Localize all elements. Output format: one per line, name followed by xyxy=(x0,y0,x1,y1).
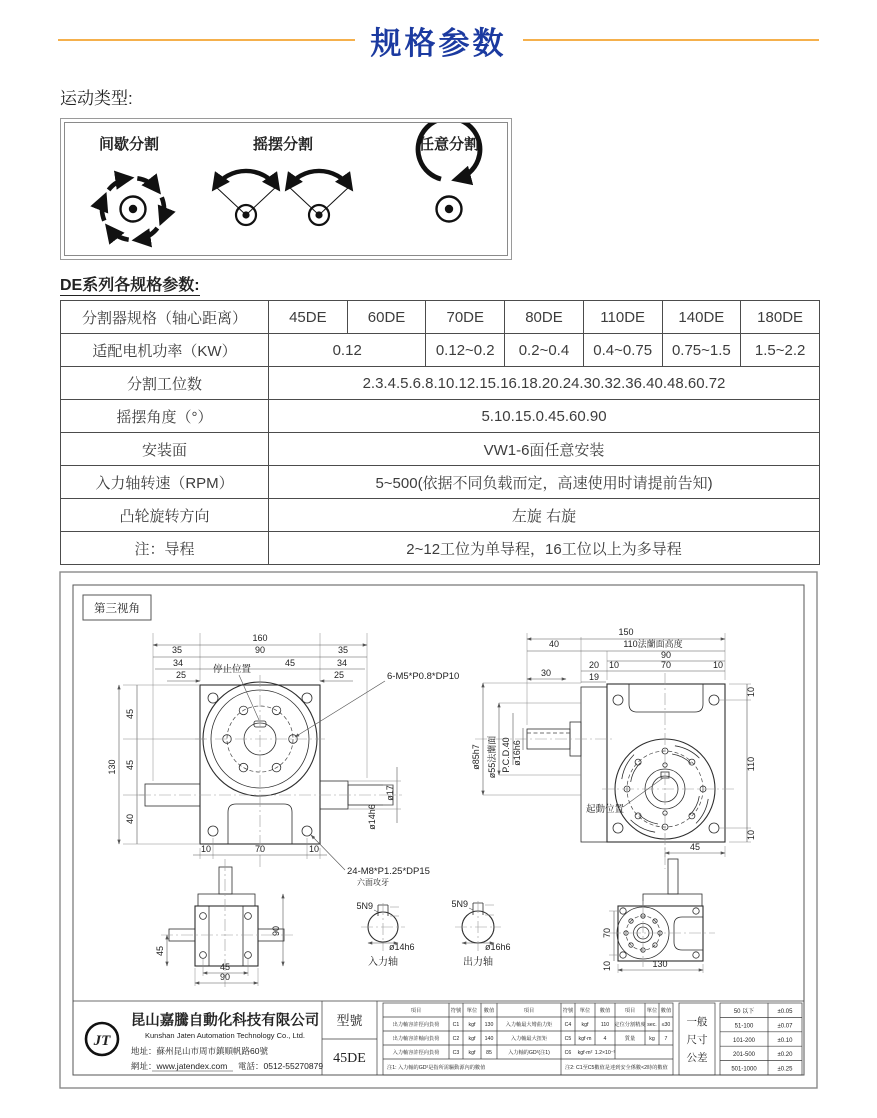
dim-label: 45 xyxy=(284,658,296,668)
technical-drawing xyxy=(57,569,877,1091)
svg-text:±0.07: ±0.07 xyxy=(777,1023,793,1030)
dim-label: 10 xyxy=(712,660,724,670)
view-angle-label: 第三视角 xyxy=(94,603,140,615)
table-row xyxy=(61,433,820,466)
table-note: 注2: C1至C5數值是達到安全係數<2時的數值 xyxy=(565,1065,668,1071)
svg-text:130: 130 xyxy=(484,1022,494,1028)
dim-label: 10 xyxy=(746,686,756,698)
model-cell: 180DE xyxy=(741,301,820,334)
dim-label: 35 xyxy=(171,645,183,655)
model-cell: 140DE xyxy=(662,301,741,334)
model-cell: 45DE xyxy=(269,301,348,334)
page-header xyxy=(58,20,819,60)
svg-text:140: 140 xyxy=(484,1036,494,1042)
front-view xyxy=(107,633,459,887)
table-row xyxy=(61,499,820,532)
svg-text:單位: 單位 xyxy=(646,1008,658,1014)
dim-label: 35 xyxy=(337,645,349,655)
svg-text:kgf: kgf xyxy=(468,1036,476,1042)
value-cell: 5~500(依据不同负载而定，高速使用时请提前告知) xyxy=(269,466,820,499)
motion-type-box xyxy=(60,118,512,260)
row-label: 分割工位数 xyxy=(61,367,269,400)
svg-text:數值: 數值 xyxy=(660,1008,672,1014)
company-name-cn: 昆山嘉騰自動化科技有限公司 xyxy=(130,1013,320,1029)
dim-label: 90 xyxy=(219,972,231,982)
model-cell: 70DE xyxy=(426,301,505,334)
svg-text:kg: kg xyxy=(649,1036,655,1042)
company-logo xyxy=(86,1023,118,1055)
svg-text:85: 85 xyxy=(486,1050,492,1056)
svg-text:數值: 數值 xyxy=(599,1008,611,1014)
svg-text:定位分割精度: 定位分割精度 xyxy=(614,1022,646,1028)
value-cell: 左旋 右旋 xyxy=(269,499,820,532)
dim-label: 45 xyxy=(219,962,231,972)
svg-text:入力軸的GD²(注1): 入力軸的GD²(注1) xyxy=(508,1050,550,1056)
company-name-en: Kunshan Jaten Automation Technology Co., Ltd. xyxy=(145,1031,305,1040)
svg-text:C2: C2 xyxy=(452,1036,460,1042)
svg-text:sec.: sec. xyxy=(647,1022,657,1028)
dim-label: 20 xyxy=(588,660,600,670)
dim-label: ø17 xyxy=(385,785,395,801)
svg-text:201-500: 201-500 xyxy=(732,1052,756,1059)
dim-label: 10 xyxy=(308,844,320,854)
motion-type-label: 任意分割 xyxy=(418,136,480,153)
input-shaft-label: 入力轴 xyxy=(368,957,398,968)
svg-text:±0.25: ±0.25 xyxy=(777,1066,793,1073)
svg-text:C3: C3 xyxy=(452,1050,460,1056)
svg-text:±0.20: ±0.20 xyxy=(777,1052,793,1059)
svg-text:符號: 符號 xyxy=(562,1008,574,1014)
model-cell: 80DE xyxy=(505,301,584,334)
row-label: 摇摆角度（°） xyxy=(61,400,269,433)
key-spec-label: 5N9 xyxy=(356,901,373,911)
svg-text:C6: C6 xyxy=(564,1050,572,1056)
value-cell: 2~12工位为单导程，16工位以上为多导程 xyxy=(269,532,820,565)
dim-label: 45 xyxy=(155,945,165,957)
dim-label: 70 xyxy=(254,844,266,854)
svg-text:單位: 單位 xyxy=(466,1008,478,1014)
motion-diagrams xyxy=(65,123,509,255)
header-rule-right xyxy=(523,39,820,41)
side-view xyxy=(471,627,756,869)
row-label: 注：导程 xyxy=(61,532,269,565)
thread-callout: 6-M5*P0.8*DP10 xyxy=(387,671,460,682)
value-cell: 0.12 xyxy=(269,334,426,367)
dim-label: 70 xyxy=(660,660,672,670)
value-cell: 0.2~0.4 xyxy=(505,334,584,367)
dim-label: 45 xyxy=(689,842,701,852)
diameter-label: ø14h6 xyxy=(389,942,415,952)
svg-text:C5: C5 xyxy=(564,1036,572,1042)
row-label: 安装面 xyxy=(61,433,269,466)
svg-text:項目: 項目 xyxy=(523,1008,535,1014)
svg-text:501-1000: 501-1000 xyxy=(731,1066,757,1073)
svg-text:7: 7 xyxy=(664,1036,668,1042)
svg-text:51-100: 51-100 xyxy=(734,1023,754,1030)
svg-text:4: 4 xyxy=(603,1036,607,1042)
page-title: 规格参数 xyxy=(370,25,507,61)
value-cell: 1.5~2.2 xyxy=(741,334,820,367)
motion-heading: 运动类型: xyxy=(60,89,133,108)
diameter-label: ø16h6 xyxy=(485,942,511,952)
motion-type-label: 摇摆分割 xyxy=(252,136,314,153)
input-shaft-section xyxy=(356,901,414,968)
svg-text:kgf: kgf xyxy=(468,1050,476,1056)
bottom-view xyxy=(155,859,293,987)
svg-text:符號: 符號 xyxy=(450,1008,462,1014)
dim-label: 10 xyxy=(200,844,212,854)
dim-label: 130 xyxy=(107,759,117,775)
svg-text:kgf·m²: kgf·m² xyxy=(577,1050,593,1056)
intermittent-division-icon xyxy=(102,178,164,239)
oscillating-division-icon xyxy=(215,171,350,225)
svg-text:JT: JT xyxy=(93,1033,111,1049)
value-cell: 0.4~0.75 xyxy=(583,334,662,367)
svg-text:≤30: ≤30 xyxy=(661,1022,671,1028)
svg-text:110: 110 xyxy=(600,1022,610,1028)
dim-label: 90 xyxy=(660,650,672,660)
table-row xyxy=(61,367,820,400)
svg-text:入力軸容許徑向負荷: 入力軸容許徑向負荷 xyxy=(392,1050,440,1056)
general-tolerance-box xyxy=(679,1003,715,1075)
svg-text:一般: 一般 xyxy=(686,1016,708,1028)
dim-label: 90 xyxy=(271,925,281,937)
svg-text:kgf: kgf xyxy=(468,1022,476,1028)
title-block xyxy=(73,1001,804,1075)
dim-label: P.C.D.40 xyxy=(501,737,511,773)
bottom-right-view xyxy=(602,859,715,973)
de-series-spec-table xyxy=(60,300,820,565)
svg-text:C4: C4 xyxy=(564,1022,572,1028)
value-cell: 0.12~0.2 xyxy=(426,334,505,367)
svg-text:kgf·m: kgf·m xyxy=(578,1036,592,1042)
svg-text:50 以下: 50 以下 xyxy=(733,1009,755,1015)
output-shaft-label: 出力轴 xyxy=(463,957,493,968)
dim-label: 10 xyxy=(746,829,756,841)
start-position-label: 起動位置 xyxy=(585,804,625,815)
svg-text:項目: 項目 xyxy=(624,1008,636,1014)
value-cell: 0.75~1.5 xyxy=(662,334,741,367)
dim-label: ø85h7 xyxy=(471,744,481,770)
model-value: 45DE xyxy=(333,1051,366,1066)
row-label: 适配电机功率（KW） xyxy=(61,334,269,367)
row-label: 凸轮旋转方向 xyxy=(61,499,269,532)
dim-label: 25 xyxy=(333,670,345,680)
dim-label: ø55法蘭面 xyxy=(487,735,497,779)
table-row xyxy=(61,400,820,433)
table-row xyxy=(61,301,820,334)
dim-label: 25 xyxy=(175,670,187,680)
row-label: 入力轴转速（RPM） xyxy=(61,466,269,499)
model-cell: 110DE xyxy=(583,301,662,334)
model-label: 型號 xyxy=(336,1013,363,1028)
svg-text:C1: C1 xyxy=(452,1022,460,1028)
dim-label: 160 xyxy=(252,633,268,643)
table-row xyxy=(61,334,820,367)
row-label: 分割器规格（轴心距离） xyxy=(61,301,269,334)
dim-label: 40 xyxy=(125,813,135,825)
svg-text:質量: 質量 xyxy=(624,1036,636,1042)
svg-text:±0.10: ±0.10 xyxy=(777,1037,793,1044)
stop-position-label: 停止位置 xyxy=(212,664,252,675)
dim-label: ø14h6 xyxy=(367,804,377,830)
output-shaft-section xyxy=(451,899,510,968)
svg-text:出力軸容許徑向負荷: 出力軸容許徑向負荷 xyxy=(392,1022,440,1028)
load-parameter-table xyxy=(383,1003,673,1075)
dim-label: 110 xyxy=(746,756,756,772)
dim-label: 40 xyxy=(548,639,560,649)
dim-label: 110法蘭面高度 xyxy=(623,639,683,649)
model-cell: 60DE xyxy=(347,301,426,334)
svg-text:入力軸最大扭矩: 入力軸最大扭矩 xyxy=(510,1036,548,1042)
motion-type-label: 间歇分割 xyxy=(98,136,160,153)
company-website: 網址：www.jatendex.com xyxy=(131,1061,228,1071)
svg-text:101-200: 101-200 xyxy=(732,1037,756,1044)
svg-text:數值: 數值 xyxy=(483,1008,495,1014)
dim-label: 30 xyxy=(540,668,552,678)
company-phone: 電話：0512-55270879 xyxy=(238,1061,324,1071)
dim-label: 130 xyxy=(652,959,668,969)
dim-label: 45 xyxy=(125,708,135,720)
value-cell: 2.3.4.5.6.8.10.12.15.16.18.20.24.30.32.36.40.48.60.72 xyxy=(269,367,820,400)
svg-text:項目: 項目 xyxy=(410,1008,422,1014)
dim-label: 150 xyxy=(618,627,634,637)
svg-text:入力軸最大彎曲力矩: 入力軸最大彎曲力矩 xyxy=(505,1022,553,1028)
table-note: 注1: 入力軸的GD²是指所需驅動源內的數值 xyxy=(387,1065,486,1071)
spec-page xyxy=(0,20,877,1118)
dim-label: 10 xyxy=(602,960,612,972)
dim-label: 34 xyxy=(336,658,348,668)
table-row xyxy=(61,532,820,565)
value-cell: VW1-6面任意安装 xyxy=(269,433,820,466)
svg-text:kgf: kgf xyxy=(581,1022,589,1028)
hex-tap-note: 六面攻牙 xyxy=(357,878,389,887)
svg-text:1.2×10⁻³: 1.2×10⁻³ xyxy=(594,1050,616,1056)
header-rule-left xyxy=(58,39,355,41)
svg-text:單位: 單位 xyxy=(579,1008,591,1014)
dim-label: 45 xyxy=(125,759,135,771)
value-cell: 5.10.15.0.45.60.90 xyxy=(269,400,820,433)
key-spec-label: 5N9 xyxy=(451,899,468,909)
dim-label: 70 xyxy=(602,927,612,939)
dim-label: 10 xyxy=(608,660,620,670)
thread-callout: 24-M8*P1.25*DP15 xyxy=(347,866,430,877)
company-address: 地址：蘇州昆山市周市鎮順帆路60號 xyxy=(131,1046,268,1056)
svg-text:±0.05: ±0.05 xyxy=(777,1009,793,1015)
dim-label: 34 xyxy=(172,658,184,668)
dim-label: ø16h6 xyxy=(512,740,522,766)
dim-label: 19 xyxy=(588,672,600,682)
spec-table-heading: DE系列各规格参数: xyxy=(60,277,200,294)
svg-text:出力軸容許軸向負荷: 出力軸容許軸向負荷 xyxy=(392,1036,440,1042)
table-row xyxy=(61,466,820,499)
dim-label: 90 xyxy=(254,645,266,655)
svg-text:公差: 公差 xyxy=(686,1052,708,1064)
svg-text:尺寸: 尺寸 xyxy=(686,1034,708,1046)
tolerance-table xyxy=(720,1003,802,1075)
